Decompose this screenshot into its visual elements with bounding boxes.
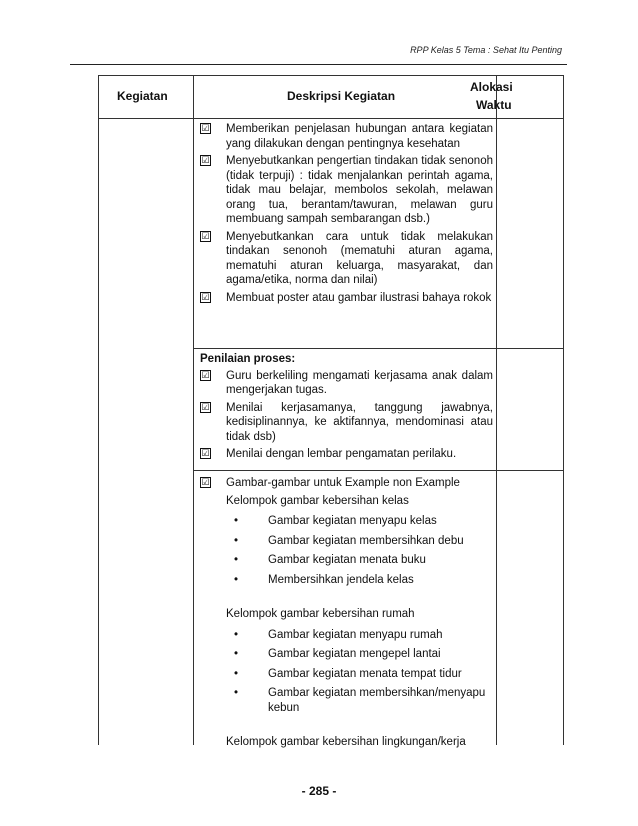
checkbox-icon: ☑ [201, 123, 210, 133]
checklist-item: ☑ Gambar-gambar untuk Example non Example [201, 477, 460, 489]
col-divider-1 [193, 75, 194, 745]
bullet-icon: • [234, 687, 239, 699]
col-header-kegiatan: Kegiatan [117, 89, 168, 103]
list-item: • Gambar kegiatan menata buku [234, 554, 426, 566]
checkbox-icon: ☑ [201, 448, 210, 458]
bullet-icon: • [234, 573, 239, 586]
section-title: Penilaian proses: [200, 353, 296, 365]
bullet-icon: • [234, 648, 239, 660]
list-item: • Gambar kegiatan membersihkan/menyapu kebun [234, 687, 486, 714]
header-rule [70, 64, 567, 65]
list-item: • Gambar kegiatan membersihkan debu [234, 534, 464, 547]
description-block-1 [200, 122, 493, 308]
group-title-rumah: Kelompok gambar kebersihan rumah [226, 608, 415, 620]
checklist-item: ☑ Menilai kerjasamanya, tanggung jawabnya, kedisiplinannya, ke aktifannya, mendominasi atau tidak dsb) [201, 401, 493, 443]
checkbox-icon: ☑ [201, 230, 210, 241]
row-divider-2 [193, 470, 563, 471]
checkbox-icon: ☑ [201, 401, 210, 412]
page-number: - 285 - [301, 784, 337, 798]
col-header-waktu: Waktu [476, 98, 512, 112]
bullet-icon: • [234, 534, 239, 547]
checklist-item: ☑ Membuat poster atau gambar ilustrasi bahaya rokok [201, 291, 492, 304]
list-item: • Gambar kegiatan mengepel lantai [234, 648, 441, 660]
bullet-icon: • [234, 515, 239, 527]
list-item: • Gambar kegiatan menyapu kelas [234, 515, 437, 527]
checklist-item: ☑ Menilai dengan lembar pengamatan perilaku. [201, 448, 457, 460]
bullet-icon: • [234, 628, 239, 641]
col-header-alokasi: Alokasi [470, 80, 513, 94]
group-title-lingkungan: Kelompok gambar kebersihan lingkungan/kerja [226, 736, 466, 748]
list-item: • Gambar kegiatan menyapu rumah [234, 628, 443, 641]
checklist-item: ☑ Menyebutkankan pengertian tindakan tidak senonoh (tidak terpuji) : tidak menjalankan perintah agama, tidak mau belajar, membolos sekolah, melawan orang tua, berantam/tawuran, melawan guru membuang sampah sembarangan dsb.) [201, 155, 493, 225]
checklist-item: ☑ Menyebutkankan cara untuk tidak melakukan tindakan senonoh (mematuhi aturan agama, mematuhi aturan keluarga, masyarakat, dan agama/etika, norma dan nilai) [201, 230, 493, 286]
col-header-deskripsi: Deskripsi Kegiatan [287, 89, 396, 103]
checkbox-icon: ☑ [201, 369, 210, 380]
checkbox-icon: ☑ [201, 155, 210, 165]
bullet-icon: • [234, 554, 239, 566]
checkbox-icon: ☑ [201, 477, 210, 487]
bullet-icon: • [234, 667, 239, 680]
checkbox-icon: ☑ [201, 291, 210, 302]
col-divider-2 [496, 75, 497, 745]
table-header-border [98, 118, 563, 119]
list-item: • Membersihkan jendela kelas [234, 573, 414, 586]
checklist-item: ☑ Guru berkeliling mengamati kerjasama anak dalam mengerjakan tugas. [201, 369, 493, 396]
table-right-border [563, 75, 564, 745]
table-top-border [98, 75, 563, 76]
list-item: • Gambar kegiatan menata tempat tidur [234, 667, 462, 680]
running-header: RPP Kelas 5 Tema : Sehat Itu Penting [410, 45, 562, 55]
checklist-item: ☑ Memberikan penjelasan hubungan antara kegiatan yang dilakukan dengan pentingnya kesehatan [201, 123, 493, 150]
table-left-border [98, 75, 99, 745]
description-block-2 [200, 352, 493, 465]
row-divider-1 [193, 348, 563, 349]
description-block-3 [200, 476, 493, 756]
group-title-kelas: Kelompok gambar kebersihan kelas [226, 494, 409, 507]
